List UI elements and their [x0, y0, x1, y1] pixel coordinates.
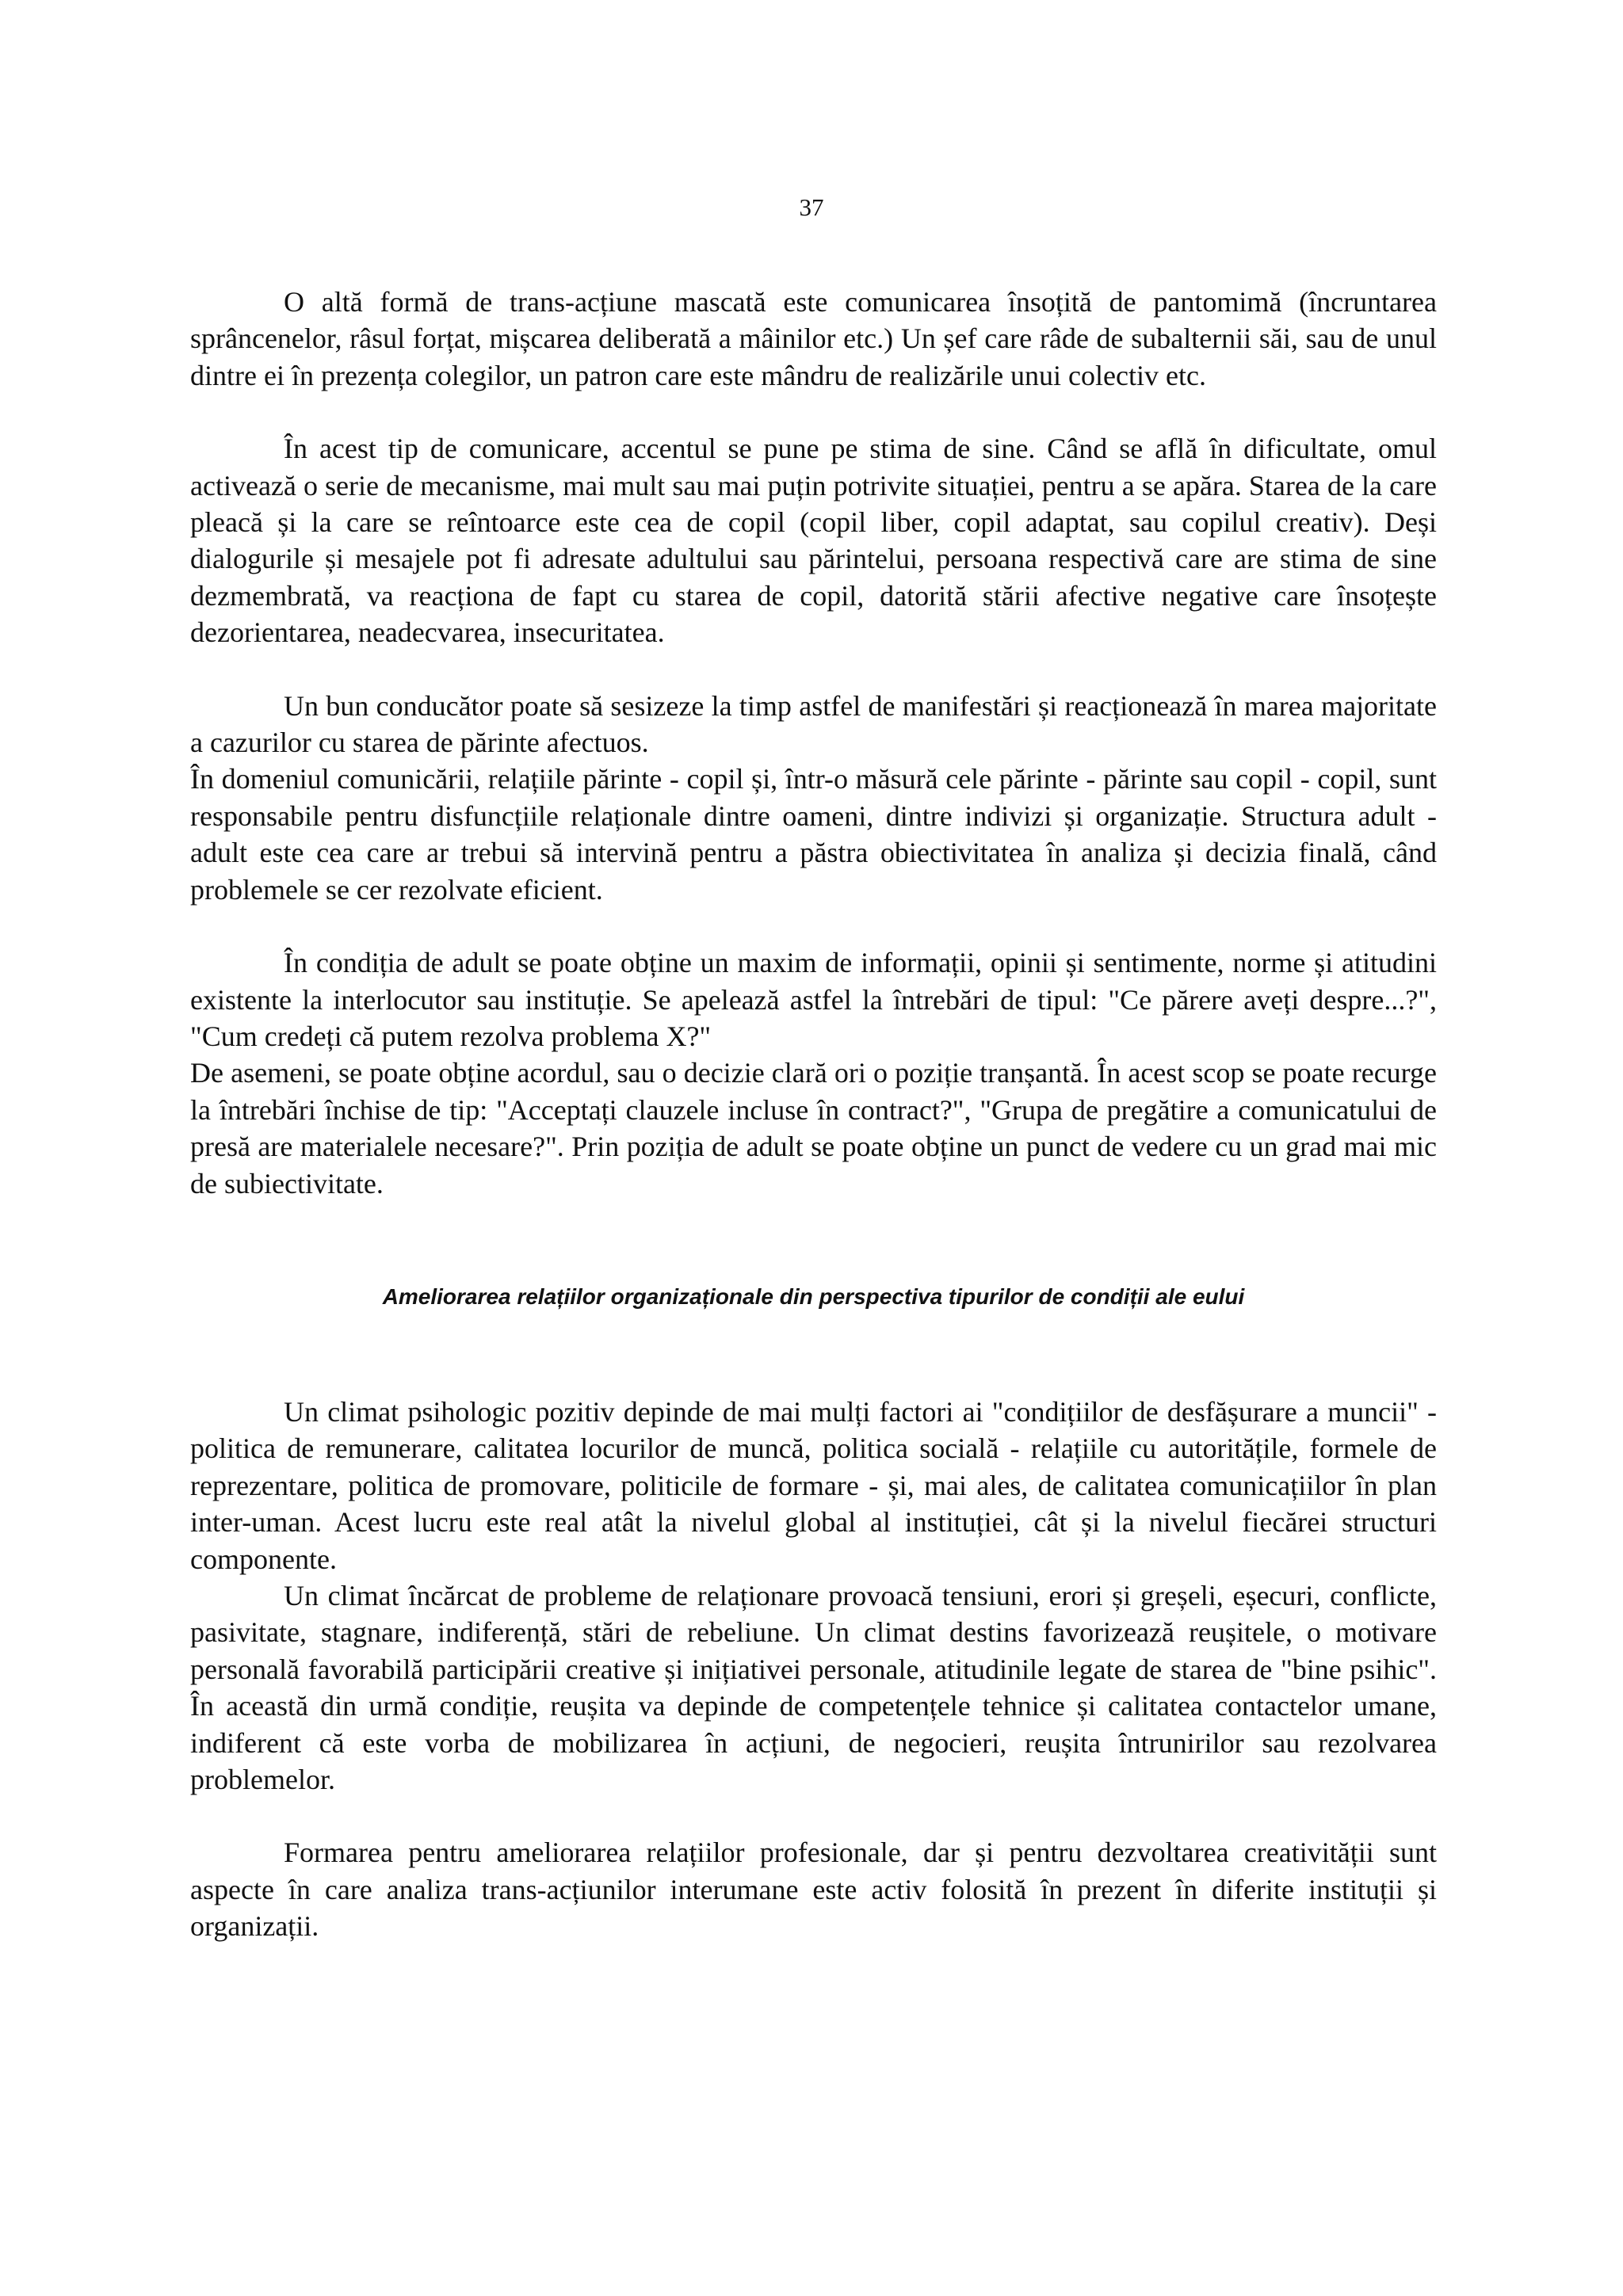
page-number: 37	[799, 193, 824, 221]
paragraph-communication-domain: În domeniul comunicării, relațiile părinte - copil și, într-o măsură cele părinte - părinte sau copil - copil, sunt responsabile pentru disfuncțiile relaționale dintre oameni, dintre indivizi și organizație. Structura adult - adult este cea care ar trebui să intervină pentru a păstra obiectivitatea în analiza și decizia finală, când problemele se cer rezolvate eficient.	[190, 763, 1437, 906]
paragraph-positive-climate: Un climat psihologic pozitiv depinde de mai mulți factori ai "condițiilor de desfășurare a muncii" - politica de remunerare, calitatea locurilor de muncă, politica socială - relațiile cu autoritățile, formele de reprezentare, politica de promovare, politicile de formare - și, mai ales, de calitatea comunicațiilor în plan inter-uman. Acest lucru este real atât la nivelul global al instituției, cât și la nivelul fiecărei structuri componente.	[190, 1395, 1437, 1575]
paragraph-pantomime: O altă formă de trans-acțiune mascată este comunicarea însoțită de pantomimă (încruntarea sprâncenelor, râsul forțat, mișcarea deliberată a mâinilor etc.) Un șef care râde de subalternii săi, sau de unul dintre ei în prezența colegilor, un patron care este mândru de realizările unui colectiv etc.	[190, 286, 1437, 391]
section-heading: Ameliorarea relațiilor organizaționale din perspectiva tipurilor de condiții ale eului	[382, 1283, 1245, 1309]
paragraph-training: Formarea pentru ameliorarea relațiilor profesionale, dar și pentru dezvoltarea creativității sunt aspecte în care analiza trans-acțiunilor interumane este activ folosită în prezent în diferite instituții și organizații.	[190, 1836, 1437, 1943]
paragraph-agreement: De asemeni, se poate obține acordul, sau o decizie clară ori o poziție tranșantă. În acest scop se poate recurge la întrebări închise de tip: "Acceptați clauzele incluse în contract?", "Grupa de pregătire a comunicatului de presă are materialele necesare?". Prin poziția de adult se poate obține un punct de vedere cu un grad mai mic de subiectivitate.	[190, 1057, 1437, 1199]
paragraph-good-leader: Un bun conducător poate să sesizeze la timp astfel de manifestări și reacționează în marea majoritate a cazurilor cu starea de părinte afectuos.	[190, 689, 1437, 759]
paragraph-self-esteem: În acest tip de comunicare, accentul se pune pe stima de sine. Când se află în dificultate, omul activează o serie de mecanisme, mai mult sau mai puțin potrivite situației, pentru a se apăra. Starea de la care pleacă și la care se reîntoarce este cea de copil (copil liber, copil adaptat, sau copilul creativ). Deși dialogurile și mesajele pot fi adresate adultului sau părintelui, persoana respectivă care are stima de sine dezmembrată, va reacționa de fapt cu starea de copil, datorită stării afective negative care însoțește dezorientarea, neadecvarea, insecuritatea.	[190, 433, 1437, 649]
paragraph-loaded-climate: Un climat încărcat de probleme de relaționare provoacă tensiuni, erori și greșeli, eșecuri, conflicte, pasivitate, stagnare, indiferență, stări de rebeliune. Un climat destins favorizează reușitele, o motivare personală favorabilă participării creative și inițiativei personale, atitudinile legate de starea de "bine psihic". În această din urmă condiție, reușita va depinde de competențele tehnice și calitatea contactelor umane, indiferent că este vorba de mobilizarea în acțiuni, de negocieri, reușita întrunirilor sau rezolvarea problemelor.	[190, 1579, 1437, 1795]
paragraph-adult-condition: În condiția de adult se poate obține un maxim de informații, opinii și sentimente, norme și atitudini existente la interlocutor sau instituție. Se apelează astfel la întrebări de tipul: "Ce părere aveți despre...?", "Cum credeți că putem rezolva problema X?"	[190, 947, 1437, 1052]
page-body	[190, 284, 1437, 1945]
